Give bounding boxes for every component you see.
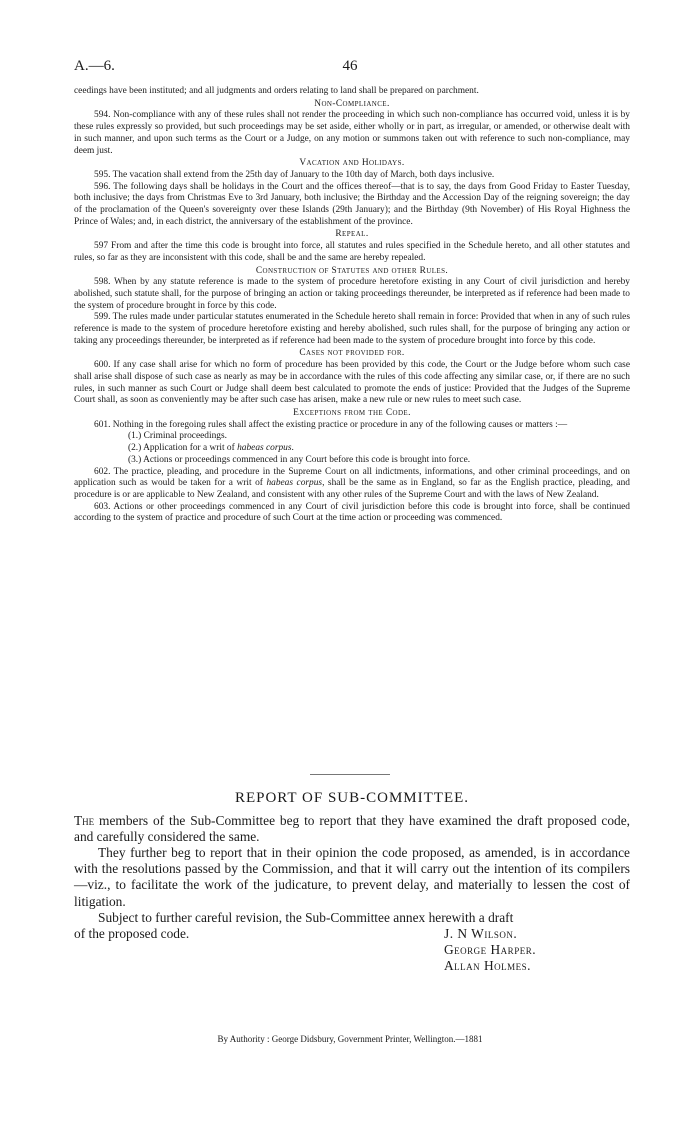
rule-602-end: , shall be the same as in England, so far as the English practice, pleading, and procedure is or are applicable to New Zealand, and consistent with any other rules of the Supreme Court and with the laws of New Zealand. [74, 478, 630, 500]
rule-600: 600. If any case shall arise for which no form of procedure has been provided by this code, the Court or the Judge before whom such case shall arise shall dispose of such case as nearly as may be in accordance with the rules of this code affecting any similar case, or, if there are no such rules, in such manner as such Court or Judge shall deem best calculated to promote the ends of justice: Provided that the Judges of the Supreme Court shall, as soon as conveniently may be after such case has arisen, make a new rule or new rules to meet such case. [74, 360, 630, 406]
intro-paragraph: ceedings have been instituted; and all judgments and orders relating to land shall be prepared on parchment. [74, 86, 479, 96]
heading-vacation-holidays: Vacation and Holidays. [299, 158, 405, 169]
heading-cases-not-provided: Cases not provided for. [299, 348, 405, 359]
rule-601-item-3: (3.) Actions or proceedings commenced in any Court before this code is brought into force. [128, 454, 471, 465]
heading-non-compliance: Non-Compliance. [314, 98, 390, 109]
signatory-2: George Harper. [444, 941, 537, 957]
rule-602 [74, 467, 630, 502]
rule-603: 603. Actions or other proceedings commenced in any Court of civil jurisdiction before this code is brought into force, shall be continued according to the system of practice and procedure of such Court at the time action or proceeding was commenced. [74, 501, 630, 524]
report-first-word: The [74, 813, 95, 829]
report-paragraph-2: They further beg to report that in their opinion the code proposed, as amended, is in accordance with the resolutions passed by the Commission, and that it will carry out the intention of its compilers—viz., to facilitate the work of the judicature, to prevent delay, and materially to lessen the cost of litigation. [74, 845, 630, 909]
page-header [0, 58, 700, 78]
item-2-end: . [291, 443, 294, 454]
document-reference: A.—6. [74, 58, 115, 74]
rule-601: 601. Nothing in the foregoing rules shall affect the existing practice or procedure in any of the following causes or matters :— [94, 419, 568, 430]
report-last-line [74, 926, 630, 942]
item-2-text: (2.) Application for a writ of [128, 443, 238, 454]
heading-exceptions: Exceptions from the Code. [293, 407, 411, 418]
page-number: 46 [342, 58, 358, 74]
rule-597: 597 From and after the time this code is brought into force, all statutes and rules specified in the Schedule hereto, and all other statutes and rules, so far as they are inconsistent with this code, shall be and the same are hereby repealed. [74, 241, 630, 263]
printer-imprint: By Authority : George Didsbury, Government Printer, Wellington.—1881 [217, 1034, 483, 1044]
rule-602-text: 602. The practice, pleading, and procedure in the Supreme Court on all indictments, informations, and other criminal proceedings, and on application such as would be taken for a writ of [74, 466, 630, 489]
report-paragraph-1 [74, 813, 630, 845]
report-p3-end: of the proposed code. [74, 925, 190, 941]
rule-601-item-1: (1.) Criminal proceedings. [128, 431, 227, 442]
rule-602-italic: habeas corpus [266, 478, 323, 489]
rule-594: 594. Non-compliance with any of these rules shall not render the proceeding in which such non-compliance has occurred void, unless it is by these rules expressly so provided, but such proceedings may be set aside, either wholly or in part, as irregular, or amended, or otherwise dealt with in such manner, and upon such terms as the Court or a Judge, on any motion or summons taken out with reference to such non-compliance, may deem just. [74, 110, 630, 156]
rule-601-item-2 [128, 443, 630, 455]
report-p1-text: members of the Sub-Committee beg to report that they have examined the draft proposed code, and carefully considered the same. [74, 813, 630, 845]
signatory-1: J. N Wilson. [444, 925, 518, 941]
rule-596: 596. The following days shall be holidays in the Court and the offices thereof—that is to say, the days from Good Friday to Easter Tuesday, both inclusive; the days from Christmas Eve to 3rd January, both inclusive; the Birthday and the Accession Day of the reigning sovereign; the day of the proclamation of the Queen's sovereignty over these Islands (29th January); and the Birthday (9th November) of His Royal Highness the Prince of Wales; and, in each district, the anniversary of the establishment of the province. [74, 181, 630, 227]
report-paragraph-3: Subject to further careful revision, the Sub-Committee annex herewith a draft [98, 909, 514, 925]
section-divider [310, 774, 390, 775]
heading-repeal: Repeal. [335, 229, 369, 240]
rule-599: 599. The rules made under particular statutes enumerated in the Schedule hereto shall remain in force: Provided that when in any of such rules reference is made to the system of procedure heretofore existing and hereby abolished, such rules shall, for the purpose of bringing any action or taking any proceedings thereunder, be interpreted as if reference had been made to the system of procedure brought into force by this code. [74, 312, 630, 346]
rule-595: 595. The vacation shall extend from the 25th day of January to the 10th day of March, both days inclusive. [94, 169, 495, 180]
rules-body [74, 86, 630, 525]
rule-598: 598. When by any statute reference is made to the system of procedure heretofore existing in any Court of civil jurisdiction and hereby abolished, such statute shall, for the purpose of bringing an action or taking proceedings thereunder, be interpreted as if reference had been made to the system of procedure brought in force by this code. [74, 277, 630, 311]
heading-construction: Construction of Statutes and other Rules. [255, 265, 449, 276]
sub-committee-report [74, 790, 630, 974]
report-title: REPORT OF SUB-COMMITTEE. [234, 790, 470, 806]
item-2-italic: habeas corpus [237, 443, 292, 454]
signatory-3: Allan Holmes. [444, 957, 532, 973]
